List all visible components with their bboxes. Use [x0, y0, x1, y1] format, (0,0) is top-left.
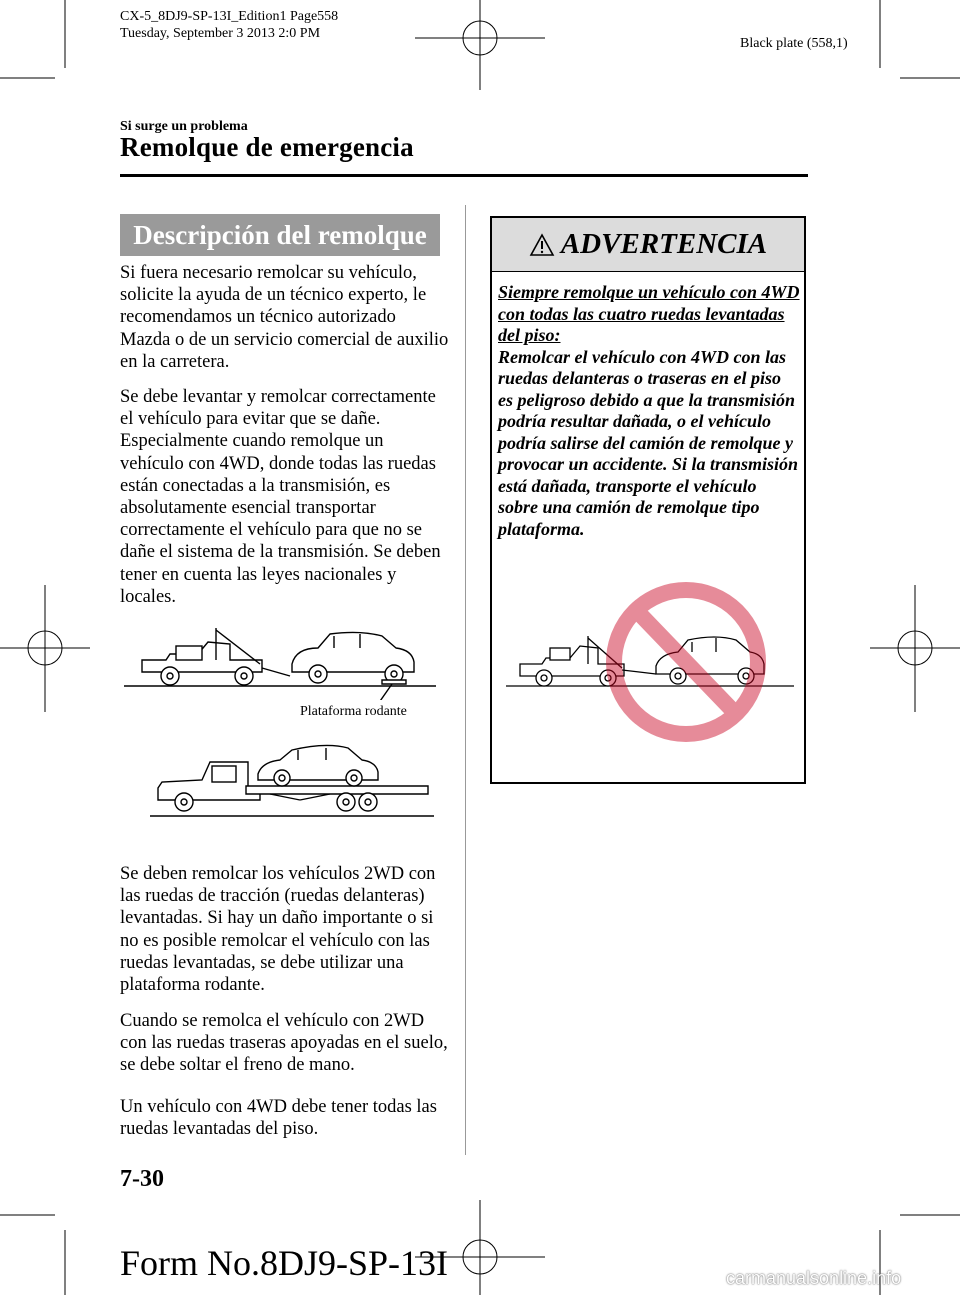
flatbed-illustration [150, 738, 440, 822]
print-meta [120, 8, 338, 42]
warning-text [498, 282, 800, 540]
paragraph-parking-brake: Cuando se remolca el vehículo con 2WD con las ruedas traseras apoyadas en el suelo, se debe soltar el freno de mano. [120, 1011, 448, 1076]
warning-lead: Siempre remolque un vehículo con 4WD con todas las cuatro ruedas levantadas del piso: [498, 282, 800, 345]
form-number: Form No.8DJ9-SP-13I [120, 1243, 449, 1283]
section-label: Si surge un problema [120, 119, 248, 134]
page-number: 7-30 [120, 1166, 164, 1192]
heading-rule [120, 174, 808, 177]
warning-header [492, 218, 804, 272]
prohibited-towing-illustration [506, 578, 794, 754]
paragraph-intro: Si fuera necesario remolcar su vehículo, solicite la ayuda de un técnico experto, le recomendamos un técnico autorizado Mazda o de un servicio comercial de auxilio en la carretera. [120, 263, 449, 372]
figure-label-dolly: Plataforma rodante [300, 704, 407, 719]
column-divider [465, 205, 466, 1155]
warning-body: Remolcar el vehículo con 4WD con las ruedas delanteras o traseras en el piso es peligroso debido a que la transmisión podría resultar dañada, o el vehículo podría salirse del camión de remolque y provocar un accidente. Si la transmisión está dañada, transporte el vehículo sobre una camión de remolque tipo plataforma. [498, 346, 799, 539]
paragraph-lift: Se debe levantar y remolcar correctamente el vehículo para evitar que se dañe. Especialmente cuando remolque un vehículo con 4WD, donde todas las ruedas están conectadas a la transmisión, es absolutamente esencial transportar correctamente el vehículo para que no se dañe el sistema de la transmisión. Se deben tener en cuenta las leyes nacionales y locales. [120, 387, 441, 607]
page-title: Remolque de emergencia [120, 132, 414, 162]
print-meta-line1: CX-5_8DJ9-SP-13I_Edition1 Page558 [120, 9, 339, 24]
plate-label: Black plate (558,1) [740, 36, 848, 51]
paragraph-2wd: Se deben remolcar los vehículos 2WD con las ruedas de tracción (ruedas delanteras) levantadas. Si hay un daño importante o si no es posible remolcar el vehículo con las ruedas levantadas, se debe utilizar una plataforma rodante. [120, 864, 436, 996]
warning-title: ADVERTENCIA [560, 228, 768, 260]
tow-dolly-illustration [120, 620, 440, 700]
section-banner: Descripción del remolque [120, 214, 440, 256]
print-meta-line2: Tuesday, September 3 2013 2:0 PM [120, 26, 321, 41]
watermark: carmanualsonline.info [726, 1268, 902, 1288]
warning-box [490, 216, 806, 784]
warning-triangle-icon [529, 233, 555, 257]
paragraph-4wd: Un vehículo con 4WD debe tener todas las ruedas levantadas del piso. [120, 1097, 437, 1140]
